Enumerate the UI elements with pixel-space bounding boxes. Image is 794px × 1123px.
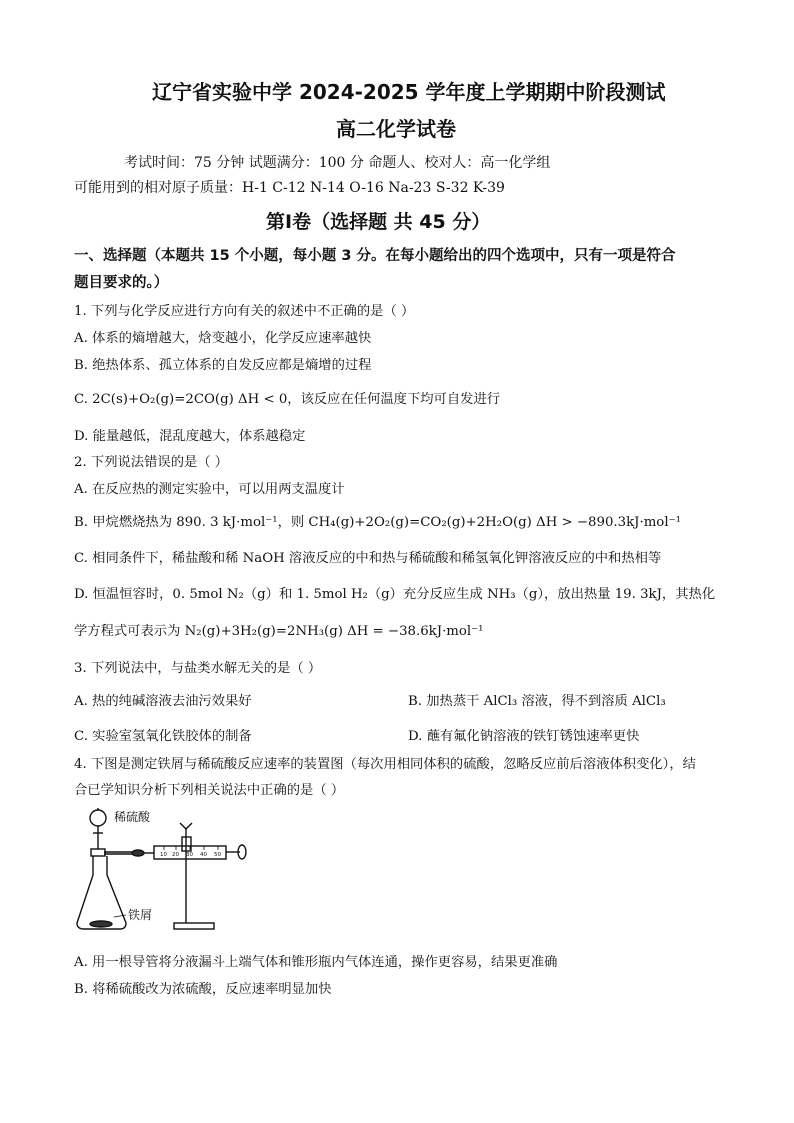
question-4-option-b: B. 将稀硫酸改为浓硫酸，反应速率明显加快 (74, 982, 332, 997)
question-3-option-a: A. 热的纯碱溶液去油污效果好 (74, 694, 252, 709)
question-2-option-c: C. 相同条件下，稀盐酸和稀 NaOH 溶液反应的中和热与稀硫酸和稀氢氧化钾溶液反应的中和热相等 (74, 551, 662, 566)
part-title: 第Ⅰ卷（选择题 共 45 分） (266, 211, 491, 233)
exam-info: 考试时间：75 分钟 试题满分：100 分 命题人、校对人：高一化学组 (124, 155, 551, 171)
question-1-option-a: A. 体系的熵增越大，焓变越小，化学反应速率越快 (74, 331, 372, 346)
question-3-option-b: B. 加热蒸干 AlCl₃ 溶液，得不到溶质 AlCl₃ (408, 694, 666, 709)
funnel-bulb (90, 810, 106, 826)
question-1-option-c: C. 2C(s)+O₂(g)=2CO(g) ΔH < 0，该反应在任何温度下均可自发进行 (74, 392, 501, 407)
question-4-stem-line1: 4. 下图是测定铁屑与稀硫酸反应速率的装置图（每次用相同体积的硫酸，忽略反应前后溶液体积变化），结 (74, 757, 696, 772)
section-instructions-line1: 一、选择题（本题共 15 个小题，每小题 3 分。在每小题给出的四个选项中，只有一项是符合 (74, 248, 676, 264)
syringe-tick-20: 20 (172, 852, 179, 858)
question-3-option-d: D. 蘸有氟化钠溶液的铁钉锈蚀速率更快 (408, 729, 640, 744)
syringe-tick-30: 30 (186, 852, 193, 858)
question-2-option-d: D. 恒温恒容时，0. 5mol N₂（g）和 1. 5mol H₂（g）充分反应生成 NH₃（g），放出热量 19. 3kJ，其热化 (74, 587, 716, 602)
page-subtitle: 高二化学试卷 (336, 117, 456, 141)
stand-base (174, 923, 214, 929)
syringe-tick-50: 50 (214, 852, 221, 858)
question-2-option-b: B. 甲烷燃烧热为 890. 3 kJ·mol⁻¹，则 CH₄(g)+2O₂(g)=CO₂(g)+2H₂O(g) ΔH > −890.3kJ·mol⁻¹ (74, 515, 681, 530)
section-instructions-line2: 题目要求的。） (74, 275, 169, 291)
question-3-option-c: C. 实验室氢氧化铁胶体的制备 (74, 729, 252, 744)
question-2-option-a: A. 在反应热的测定实验中，可以用两支温度计 (74, 482, 345, 497)
question-3-stem: 3. 下列说法中，与盐类水解无关的是（ ） (74, 661, 322, 676)
question-1-option-d: D. 能量越低，混乱度越大，体系越稳定 (74, 429, 306, 444)
question-2-option-d-continued: 学方程式可表示为 N₂(g)+3H₂(g)=2NH₃(g) ΔH = −38.6kJ·mol⁻¹ (74, 624, 484, 639)
question-1-option-b: B. 绝热体系、孤立体系的自发反应都是熵增的过程 (74, 358, 372, 373)
question-1-stem: 1. 下列与化学反应进行方向有关的叙述中不正确的是（ ） (74, 304, 415, 319)
question-2-stem: 2. 下列说法错误的是（ ） (74, 455, 229, 470)
apparatus-figure (74, 805, 264, 935)
page-title: 辽宁省实验中学 2024-2025 学年度上学期期中阶段测试 (152, 80, 666, 104)
question-4-option-a: A. 用一根导管将分液漏斗上端气体和锥形瓶内气体连通，操作更容易，结果更准确 (74, 955, 558, 970)
rubber-connector (132, 850, 144, 856)
iron-filings (90, 921, 112, 927)
label-dilute-sulfuric-acid: 稀硫酸 (114, 810, 151, 824)
syringe-tick-40: 40 (200, 852, 207, 858)
atomic-masses: 可能用到的相对原子质量：H-1 C-12 N-14 O-16 Na-23 S-32 K-39 (74, 180, 505, 196)
conical-flask (77, 856, 126, 929)
label-iron-filings: 铁屑 (128, 908, 153, 922)
syringe-tick-10: 10 (160, 852, 167, 858)
question-4-stem-line2: 合已学知识分析下列相关说法中正确的是（ ） (74, 783, 345, 798)
